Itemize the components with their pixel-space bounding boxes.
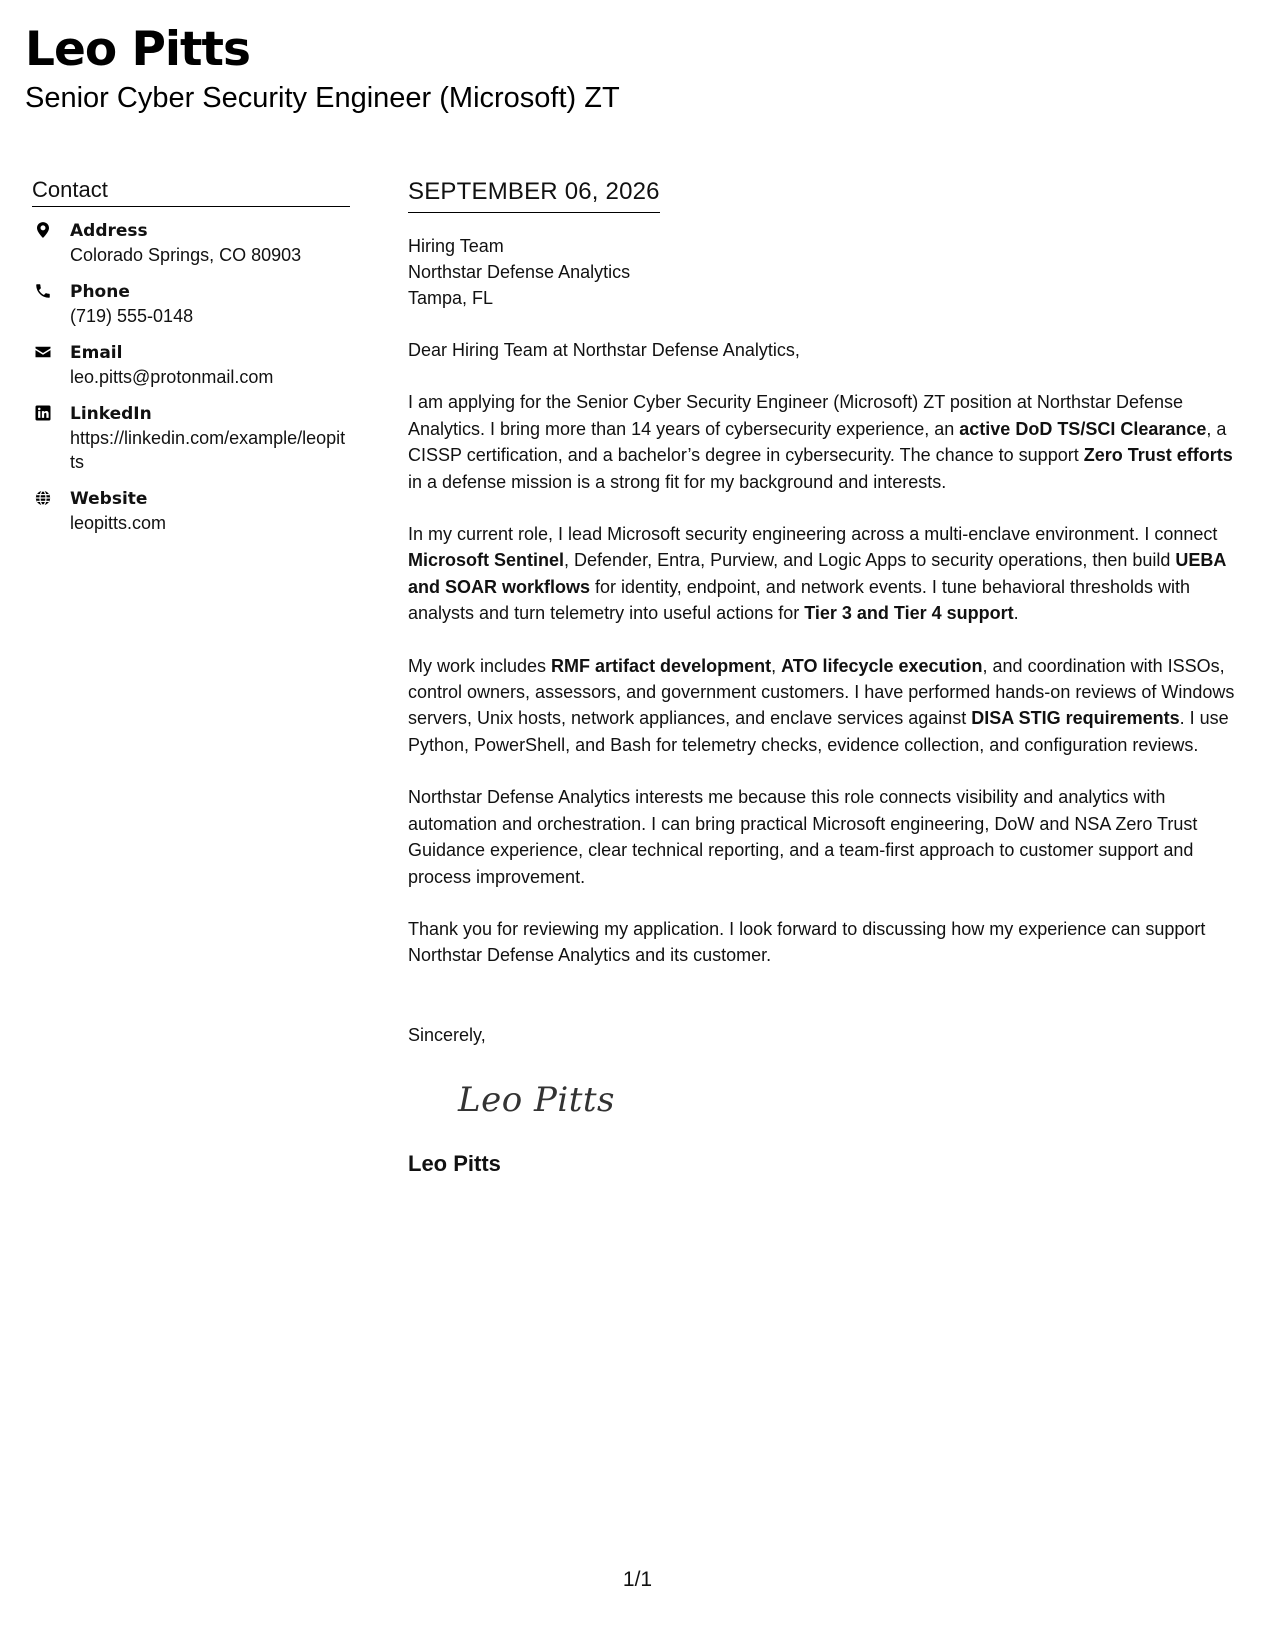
contact-label: Email xyxy=(70,343,123,363)
paragraph-text: I am applying for the Senior Cyber Security Engineer (Microsoft) ZT position at Northstar Defense Analytics. I bring more than 14 years of cybersecurity experience, an xyxy=(408,392,1184,439)
letter-paragraph xyxy=(408,521,1248,627)
contact-value[interactable]: leopitts.com xyxy=(70,513,167,533)
contact-label: Address xyxy=(70,221,148,241)
letter-paragraph xyxy=(408,653,1248,759)
salutation: Dear Hiring Team at Northstar Defense Analytics, xyxy=(408,340,800,360)
paragraph-text: Northstar Defense Analytics interests me because this role connects visibility and analytics with automation and orchestration. I can bring practical Microsoft engineering, DoW and NSA Zero Trust Guidance experience, clear technical reporting, and a team-first approach to customer support and process improvement. xyxy=(408,787,1198,887)
contact-label: Phone xyxy=(70,282,130,302)
letter-paragraph xyxy=(408,916,1248,969)
letter-paragraph xyxy=(408,389,1248,495)
closing: Sincerely, xyxy=(408,1024,486,1045)
contact-address xyxy=(32,219,350,267)
emphasis-text: active DoD TS/SCI Clearance xyxy=(959,418,1207,439)
globe-icon xyxy=(34,489,52,507)
emphasis-text: Tier 3 and Tier 4 support xyxy=(804,603,1014,624)
letter-body xyxy=(408,176,1248,1178)
contact-label: Website xyxy=(70,489,148,509)
job-title: Senior Cyber Security Engineer (Microsoft) ZT xyxy=(25,82,620,114)
paragraph-text: , a CISSP certification, and a bachelor’s degree in cybersecurity. The chance to support xyxy=(408,418,1227,466)
contact-heading: Contact xyxy=(32,176,350,207)
paragraph-text: Thank you for reviewing my application. I look forward to discussing how my experience can support Northstar Defense Analytics and its customer. xyxy=(408,918,1206,966)
handwritten-signature: Leo Pitts xyxy=(458,1080,616,1121)
recipient-line: Northstar Defense Analytics xyxy=(408,262,631,282)
contact-email xyxy=(32,341,350,389)
paragraph-text: , xyxy=(771,655,782,676)
letter-date: SEPTEMBER 06, 2026 xyxy=(408,176,660,213)
envelope-icon xyxy=(34,343,52,361)
recipient-line: Hiring Team xyxy=(408,236,504,256)
contact-value: Colorado Springs, CO 80903 xyxy=(70,245,302,265)
document-header xyxy=(25,20,1225,116)
emphasis-text: ATO lifecycle execution xyxy=(781,655,983,676)
linkedin-icon xyxy=(34,404,52,422)
phone-icon xyxy=(34,282,52,300)
signer-name: Leo Pitts xyxy=(408,1151,501,1177)
paragraph-text: . I use Python, PowerShell, and Bash for telemetry checks, evidence collection, and configuration reviews. xyxy=(408,708,1229,755)
contact-label: LinkedIn xyxy=(70,404,152,424)
recipient-block xyxy=(408,233,1248,311)
paragraph-text: , Defender, Entra, Purview, and Logic Apps to security operations, then build xyxy=(564,550,1176,571)
contact-value: (719) 555-0148 xyxy=(70,306,194,326)
emphasis-text: RMF artifact development xyxy=(551,655,772,676)
contact-phone xyxy=(32,280,350,328)
emphasis-text: Zero Trust efforts xyxy=(1083,445,1233,466)
applicant-name: Leo Pitts xyxy=(25,22,250,77)
paragraph-text: . xyxy=(1013,603,1019,624)
page-number: 1/1 xyxy=(622,1568,653,1591)
paragraph-text: for identity, endpoint, and network events. I tune behavioral thresholds with analysts and turn telemetry into useful actions for xyxy=(408,576,1191,624)
paragraph-text: My work includes xyxy=(408,655,552,676)
contact-value[interactable]: https://linkedin.com/example/leopitts xyxy=(70,428,346,472)
contact-value: leo.pitts@protonmail.com xyxy=(70,367,274,387)
contact-sidebar xyxy=(32,176,350,548)
contact-linkedin xyxy=(32,402,350,474)
emphasis-text: DISA STIG requirements xyxy=(971,708,1180,729)
emphasis-text: UEBA and SOAR workflows xyxy=(408,550,1226,597)
paragraph-text: in a defense mission is a strong fit for my background and interests. xyxy=(408,471,947,492)
paragraph-text: In my current role, I lead Microsoft security engineering across a multi-enclave environment. I connect xyxy=(408,524,1218,545)
contact-website xyxy=(32,487,350,535)
letter-paragraph xyxy=(408,784,1248,890)
paragraph-text: , and coordination with ISSOs, control owners, assessors, and government customers. I have performed hands-on reviews of Windows servers, Unix hosts, network appliances, and enclave services against xyxy=(408,655,1235,729)
recipient-line: Tampa, FL xyxy=(408,288,494,308)
map-pin-icon xyxy=(34,221,52,239)
emphasis-text: Microsoft Sentinel xyxy=(408,550,565,571)
